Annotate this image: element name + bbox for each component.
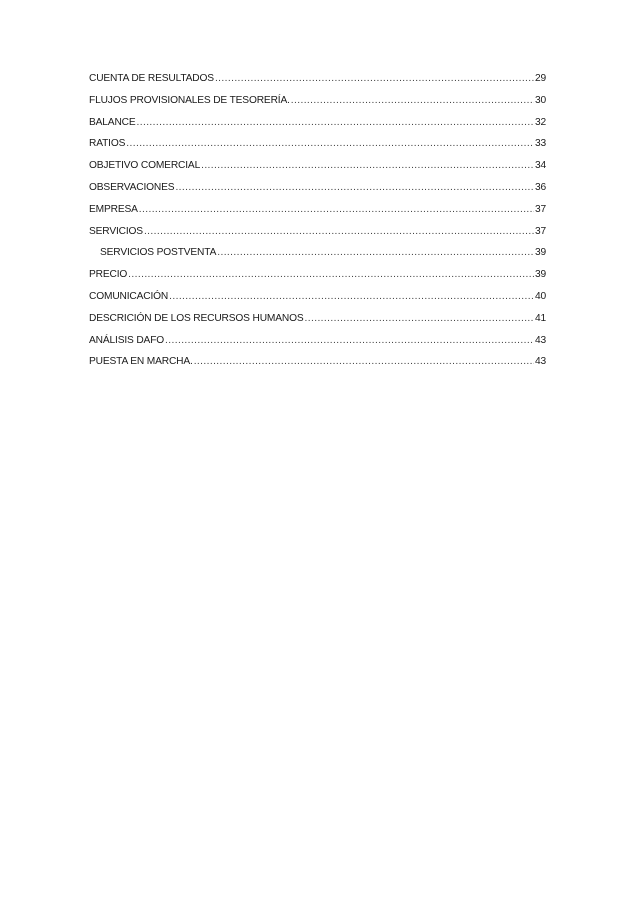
- toc-entry-recursos-humanos[interactable]: [89, 313, 546, 335]
- toc-entry-title: PUESTA EN MARCHA.: [89, 356, 193, 368]
- toc-dot-leader: [144, 226, 534, 237]
- toc-dot-leader: [169, 291, 534, 302]
- toc-entry-title: RATIOS: [89, 138, 126, 150]
- toc-entry-page-number: 36: [534, 181, 546, 193]
- toc-entry-empresa[interactable]: [89, 204, 546, 226]
- toc-entry-flujos-provisionales[interactable]: [89, 95, 546, 117]
- toc-dot-leader: [139, 204, 534, 215]
- toc-entry-analisis-dafo[interactable]: [89, 335, 546, 357]
- toc-entry-page-number: 41: [534, 312, 546, 324]
- toc-entry-observaciones[interactable]: [89, 182, 546, 204]
- toc-entry-page-number: 29: [534, 73, 546, 84]
- toc-entry-puesta-en-marcha[interactable]: [89, 356, 546, 378]
- toc-entry-page-number: 40: [534, 290, 546, 302]
- toc-dot-leader: [128, 269, 534, 280]
- toc-entry-page-number: 43: [534, 334, 546, 346]
- toc-entry-page-number: 37: [534, 203, 546, 215]
- toc-entry-title: ANÁLISIS DAFO: [89, 334, 165, 346]
- table-of-contents: [89, 73, 546, 378]
- toc-entry-servicios[interactable]: [89, 226, 546, 248]
- toc-entry-title: CUENTA DE RESULTADOS: [89, 73, 214, 84]
- toc-entry-objetivo-comercial[interactable]: [89, 160, 546, 182]
- toc-dot-leader: [201, 160, 534, 171]
- toc-entry-page-number: 32: [534, 116, 546, 128]
- toc-entry-page-number: 30: [534, 94, 546, 106]
- toc-entry-title: SERVICIOS: [89, 225, 143, 237]
- toc-entry-title: COMUNICACIÓN: [89, 290, 169, 302]
- toc-entry-page-number: 34: [534, 160, 546, 172]
- toc-entry-page-number: 39: [534, 247, 546, 259]
- toc-dot-leader: [137, 117, 534, 128]
- toc-entry-comunicacion[interactable]: [89, 291, 546, 313]
- toc-entry-title: DESCRICIÓN DE LOS RECURSOS HUMANOS: [89, 312, 304, 324]
- toc-dot-leader: [305, 313, 534, 324]
- toc-entry-title: OBJETIVO COMERCIAL: [89, 160, 201, 172]
- toc-dot-leader: [126, 138, 534, 149]
- toc-entry-title: OBSERVACIONES: [89, 181, 175, 193]
- toc-entry-precio[interactable]: [89, 269, 546, 291]
- toc-dot-leader: [217, 247, 534, 258]
- toc-entry-title: PRECIO: [89, 269, 128, 281]
- toc-entry-page-number: 39: [534, 269, 546, 281]
- toc-entry-title: EMPRESA: [89, 203, 138, 215]
- toc-entry-title: BALANCE: [89, 116, 136, 128]
- toc-entry-cuenta-de-resultados[interactable]: [89, 73, 546, 95]
- toc-dot-leader: [194, 356, 534, 367]
- toc-entry-page-number: 43: [534, 356, 546, 368]
- toc-entry-servicios-postventa[interactable]: [89, 247, 546, 269]
- toc-dot-leader: [291, 95, 534, 106]
- toc-dot-leader: [165, 335, 534, 346]
- toc-entry-page-number: 37: [534, 225, 546, 237]
- toc-entry-title: FLUJOS PROVISIONALES DE TESORERÍA.: [89, 94, 290, 106]
- toc-dot-leader: [215, 73, 534, 84]
- toc-entry-page-number: 33: [534, 138, 546, 150]
- toc-entry-title: SERVICIOS POSTVENTA: [100, 247, 217, 259]
- toc-entry-ratios[interactable]: [89, 138, 546, 160]
- toc-dot-leader: [175, 182, 534, 193]
- toc-entry-balance[interactable]: [89, 117, 546, 139]
